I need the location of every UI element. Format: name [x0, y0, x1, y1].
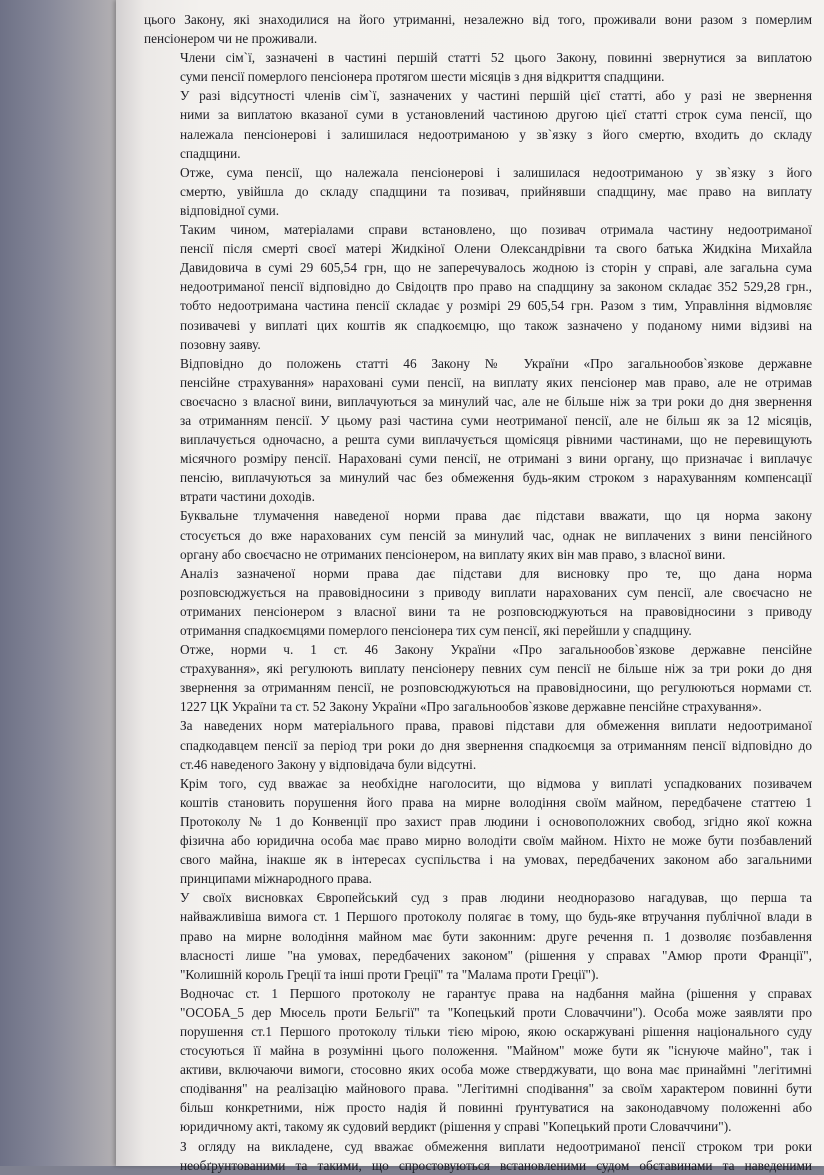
- text-line: належала пенсіонерові і залишилася недоотриманою у зв`язку з його смертю, входить до складу: [180, 126, 812, 142]
- text-line: Давидовича в сумі 29 605,54 грн, що не заперечувалось жодною із сторін у справі, але загальна сума: [180, 260, 812, 276]
- scanner-margin: [0, 0, 118, 1166]
- text-line: позовну заяву.: [180, 336, 261, 352]
- text-line: втрати частини доходів.: [180, 489, 315, 505]
- paragraph: [144, 354, 812, 507]
- text-line: Водночас ст. 1 Першого протоколу не гарантує права на надбання майна (рішення у справах: [180, 985, 812, 1001]
- text-line: Члени сім`ї, зазначені в частині першій статті 52 цього Закону, повинні звернутися за виплатою: [180, 50, 812, 66]
- text-line: страхування», які регулюють виплату пенсіонеру певних сум пенсії не більше ніж за три роки до дня: [180, 661, 812, 677]
- text-line: "Колишній король Греції та інші проти Греції" та "Малама проти Греції").: [180, 966, 599, 982]
- text-line: власності лише "на умовах, передбачених законом" (рішення у справах "Амюр проти Франції",: [180, 947, 812, 963]
- text-line: суми пенсії померлого пенсіонера протягом шести місяців з дня відкриття спадщини.: [180, 69, 665, 85]
- text-line: розповсюджується на правовідносини з приводу виплати нарахованих сум пенсії, але своєчасно не: [180, 584, 812, 600]
- text-line: "ОСОБА_5 дер Мюсель проти Бельгії" та "Копецький проти Словаччини"). Особа може заявляти про: [180, 1004, 812, 1020]
- text-line: стосуються її майна в розумінні цього положення. "Майном" може бути як "існуюче майно", так і: [180, 1043, 812, 1059]
- text-line: фізична або юридична особа має право мирно володіти своїм майном. Ніхто не може бути позбавлений: [180, 833, 812, 849]
- text-line: 1227 ЦК України та ст. 52 Закону України «Про загальнообов`язкове державне пенсійне страхування».: [180, 699, 762, 715]
- text-line: свого майна, інакше як в інтересах суспільства і на умовах, передбачених законом або загальними: [180, 852, 812, 868]
- text-line: цього Закону, які знаходилися на його утриманні, незалежно від того, проживали вони разом з померлим: [144, 12, 812, 27]
- text-line: пенсійне страхування» нараховані суми пенсії, на виплату яких пенсіонер мав право, але не отримав: [180, 374, 812, 390]
- document-body: [144, 10, 812, 1175]
- text-line: місячного розміру пенсії. Нараховані суми пенсії, не отримані з вини органу, що призначає і виплачує: [180, 451, 812, 467]
- text-line: За наведених норм матеріального права, правові підстави для обмеження виплати недоотриманої: [180, 718, 812, 734]
- text-line: виплачується одночасно, а решта суми виплачується щомісяця рівними частинами, що не перевищують: [180, 432, 812, 448]
- text-line: отриманих пенсіонером з власної вини та не розповсюджуються на правовідносини з приводу: [180, 603, 812, 619]
- text-line: звернення за отриманням пенсії, не розповсюджуються на правовідносини, що регулюються нормами ст.: [180, 680, 812, 696]
- text-line: З огляду на викладене, суд вважає обмеження виплати недоотриманої пенсії строком три роки: [180, 1138, 812, 1154]
- text-line: позивачеві у виплаті цих коштів як спадкоємцю, що також зазначено у поданому ними відзиві на: [180, 317, 812, 333]
- text-line: недоотриманої пенсії відповідно до Свідоцтв про право на спадщину за законом складає 352 529,28 грн.,: [180, 279, 812, 295]
- text-line: відповідної суми.: [180, 202, 280, 218]
- text-line: Отже, норми ч. 1 ст. 46 Закону України «Про загальнообов`язкове державне пенсійне: [180, 642, 812, 658]
- text-line: сподівання" на реалізацію майнового права. "Легітимні сподівання" за своїм характером повинні бути: [180, 1081, 812, 1097]
- text-line: тобто недоотримана частина пенсії складає у розмірі 29 605,54 грн. Разом з тим, Управління відмовляє: [180, 298, 812, 314]
- paragraph: [144, 86, 812, 162]
- text-line: У своїх висновках Європейський суд з прав людини неодноразово нагадував, що перша та: [180, 890, 812, 906]
- text-line: Крім того, суд вважає за необхідне наголосити, що відмова у виплаті успадкованих позивачем: [180, 775, 812, 791]
- paragraph: [144, 640, 812, 716]
- text-line: порушення ст.1 Першого протоколу тільки тією мірою, якою оскаржувані рішення національного суду: [180, 1023, 812, 1039]
- text-line: спадщини.: [180, 145, 241, 161]
- text-line: пенсію, виплачуються за минулий час без обмеження будь-яким строком з нарахуванням компенсації: [180, 470, 812, 486]
- paragraph: [144, 1137, 812, 1175]
- text-line: спадкодавцем пенсії за період три роки до дня звернення спадкоємця за отриманням пенсії відповідно до: [180, 737, 812, 753]
- text-line: активи, включаючи вимоги, стосовно яких особа може стверджувати, що вона має принаймні "легітимні: [180, 1062, 812, 1078]
- paragraph: [144, 716, 812, 773]
- text-line: право на мирне володіння майном має бути законним: друге речення п. 1 дозволяє позбавлення: [180, 928, 812, 944]
- text-line: необґрунтованими та такими, що спростовуються встановленими судом обставинами та наведеними: [180, 1157, 812, 1173]
- text-line: органу або своєчасно не отриманих пенсіонером, на виплату яких він мав право, з власної вини.: [180, 546, 726, 562]
- document-page: [116, 0, 824, 1173]
- paragraph: [144, 10, 812, 48]
- paragraph: [144, 564, 812, 640]
- text-line: пенсії після смерті своєї матері Жидкіної Олени Олександрівни та свого батька Жидкіна Михайла: [180, 241, 812, 257]
- text-line: більш конкретними, ніж просто надія й повинні ґрунтуватися на законодавчому положенні або: [180, 1100, 812, 1116]
- text-line: Буквальне тлумачення наведеної норми права дає підстави вважати, що ця норма закону: [180, 508, 812, 524]
- text-line: Таким чином, матеріалами справи встановлено, що позивач отримала частину недоотриманої: [180, 222, 812, 238]
- paragraph: [144, 506, 812, 563]
- paragraph: [144, 888, 812, 983]
- text-line: смертю, увійшла до складу спадщини та позивач, прийнявши спадщину, має право на виплату: [180, 183, 812, 199]
- text-line: пенсіонером чи не проживали.: [144, 31, 318, 47]
- paragraph: [144, 220, 812, 354]
- text-line: отримання спадкоємцями померлого пенсіонера тих сум пенсії, які перейшли у спадщину.: [180, 623, 692, 638]
- paragraph: [144, 984, 812, 1137]
- text-line: ними за виплатою вказаної суми в установлений частиною другою цієї статті строк сума пенсії, що: [180, 107, 812, 123]
- text-line: своєчасно з власної вини, виплачуються за минулий час, але не більше ніж за три роки до дня звернення: [180, 393, 812, 409]
- text-line: стосується до вже нарахованих сум пенсій за минулий час, однак не виплачених з вини пенсійного: [180, 527, 812, 543]
- text-line: Отже, сума пенсії, що належала пенсіонерові і залишилася недоотриманою у зв`язку з його: [180, 164, 812, 180]
- paragraph: [144, 48, 812, 86]
- text-line: за отриманням пенсії. У цьому разі частина суми неотриманої пенсії, але не більш як за 12 місяців,: [180, 412, 812, 428]
- text-line: коштів становить порушення його права на мирне володіння своїм майном, передбачене статтею 1: [180, 794, 812, 810]
- text-line: найважливіша вимога ст. 1 Першого протоколу полягає в тому, що будь-яке втручання публічної влади в: [180, 909, 812, 925]
- text-line: ст.46 наведеного Закону у відповідача були відсутні.: [180, 756, 477, 772]
- text-line: Аналіз зазначеної норми права дає підстави для висновку про те, що дана норма: [180, 565, 812, 581]
- paragraph: [144, 163, 812, 220]
- text-line: У разі відсутності членів сім`ї, зазначених у частині першій цієї статті, або у разі не звернення: [180, 88, 812, 104]
- paragraph: [144, 774, 812, 889]
- text-line: принципами міжнародного права.: [180, 871, 372, 887]
- text-line: Протоколу № 1 до Конвенції про захист прав людини і основоположних свобод, згідно якої кожна: [180, 813, 812, 829]
- text-line: Відповідно до положень статті 46 Закону № України «Про загальнообов`язкове державне: [180, 355, 812, 371]
- text-line: юридичному акті, такому як судовий вердикт (рішення у справі "Копецький проти Словаччини").: [180, 1119, 732, 1135]
